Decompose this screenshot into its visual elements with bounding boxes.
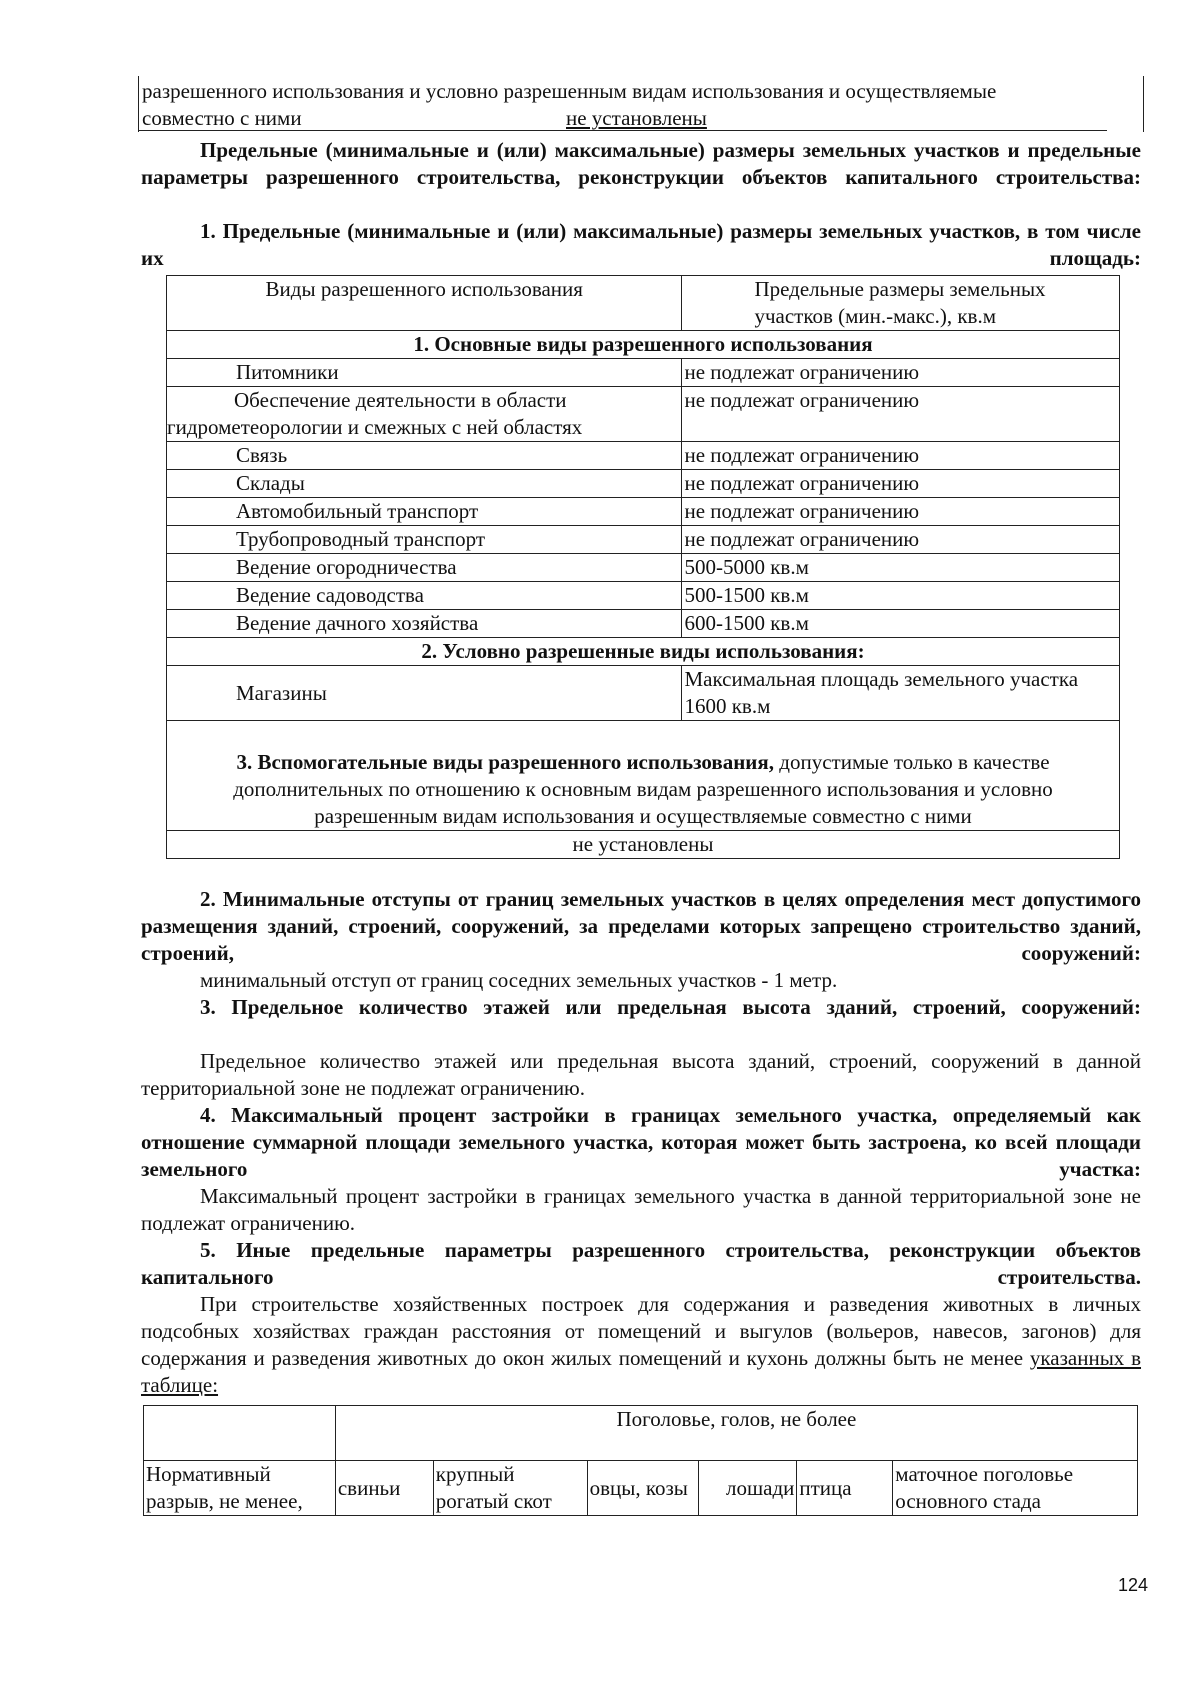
table2-col-sheep-goats: овцы, козы — [587, 1461, 699, 1516]
use-name: Связь — [167, 442, 682, 470]
table1-section2-row — [167, 638, 1120, 666]
limits-heading: Предельные (минимальные и (или) максимальные) размеры земельных участков и предельные параметры разрешенного строительства, реконструкции объектов капитального строительства: — [141, 138, 1141, 189]
table2-col-breeding-stock: маточное поголовье основного стада — [893, 1461, 1138, 1516]
table1-section3-value: не установлены — [167, 831, 1120, 859]
use-value: 500-1500 кв.м — [682, 582, 1120, 610]
use-value: не подлежат ограничению — [682, 442, 1120, 470]
table-row — [167, 582, 1120, 610]
use-name: Обеспечение деятельности в области гидрометеорологии и смежных с ней областях — [167, 387, 682, 442]
fragment-line-2 — [142, 105, 707, 132]
fragment-underline — [139, 130, 1107, 131]
table-row — [167, 526, 1120, 554]
use-name: Магазины — [167, 666, 682, 721]
use-value: 500-5000 кв.м — [682, 554, 1120, 582]
table1-col2-header: Предельные размеры земельных участков (мин.-макс.), кв.м — [682, 276, 1120, 331]
use-name: Автомобильный транспорт — [167, 498, 682, 526]
item2-text: минимальный отступ от границ соседних земельных участков - 1 метр. — [200, 968, 838, 992]
use-name: Склады — [167, 470, 682, 498]
table2-header-row — [144, 1406, 1138, 1461]
table1-section3-value-row — [167, 831, 1120, 859]
land-use-table — [166, 275, 1120, 859]
fragment-value: не установлены — [566, 106, 707, 130]
table-row — [167, 359, 1120, 387]
table1-section3-description: допустимые только в качестве дополнительных по отношению к основным видам разрешенного использования и условно разрешенным видам использования и осуществляемые совместно с ними — [233, 750, 1053, 828]
table2-columns-row — [144, 1461, 1138, 1516]
item5-text — [141, 1291, 1141, 1399]
item3-heading: 3. Предельное количество этажей или предельная высота зданий, строений, сооружений: — [200, 995, 1141, 1019]
use-value: не подлежат ограничению — [682, 470, 1120, 498]
table1-section3-row — [167, 721, 1120, 831]
table1-section3-title: 3. Вспомогательные виды разрешенного использования, — [236, 750, 775, 774]
table-row — [167, 442, 1120, 470]
table2-empty-cell — [144, 1406, 336, 1461]
use-value: не подлежат ограничению — [682, 387, 1120, 442]
item5-text-underlined: указанных в таблице: — [141, 1346, 1142, 1397]
animal-distance-table — [143, 1405, 1138, 1516]
table2-col-poultry: птица — [797, 1461, 893, 1516]
fragment-line-1: разрешенного использования и условно разрешенным видам использования и осуществляемые — [142, 79, 997, 103]
item2-heading: 2. Минимальные отступы от границ земельных участков в целях определения мест допустимого размещения зданий, строений, сооружений, за пределами которых запрещено строительство зданий, строений, сооружений: — [141, 887, 1141, 965]
use-name: Ведение дачного хозяйства — [167, 610, 682, 638]
item3-text: Предельное количество этажей или предельная высота зданий, строений, сооружений в данной территориальной зоне не подлежат ограничению. — [141, 1049, 1141, 1100]
table1-col1-header: Виды разрешенного использования — [167, 276, 682, 331]
use-name: Ведение огородничества — [167, 554, 682, 582]
use-value: Максимальная площадь земельного участка 1600 кв.м — [682, 666, 1120, 721]
fragment-line-2-text: совместно с ними — [142, 106, 302, 130]
table-row — [167, 387, 1120, 442]
use-value: не подлежат ограничению — [682, 359, 1120, 387]
table2-col-horses: лошади — [699, 1461, 797, 1516]
table-row — [167, 666, 1120, 721]
previous-table-fragment — [138, 76, 1144, 132]
table-row — [167, 498, 1120, 526]
table1-section1-row — [167, 331, 1120, 359]
use-value: 600-1500 кв.м — [682, 610, 1120, 638]
item1-heading: 1. Предельные (минимальные и (или) максимальные) размеры земельных участков, в том числе их площадь: — [141, 219, 1141, 270]
table2-row-label: Нормативный разрыв, не менее, — [144, 1461, 336, 1516]
item4-text: Максимальный процент застройки в границах земельного участка в данной территориальной зоне не подлежат ограничению. — [141, 1184, 1141, 1235]
page-number: 124 — [1118, 1575, 1149, 1595]
table2-col-pigs: свиньи — [335, 1461, 433, 1516]
item5-text-main: При строительстве хозяйственных построек для содержания и разведения животных в личных подсобных хозяйствах граждан расстояния от помещений и выгулов (вольеров, навесов, загонов) для содержания и разведения животных до окон жилых помещений и кухонь должны быть не менее — [141, 1292, 1141, 1370]
table-row — [167, 610, 1120, 638]
item4-heading: 4. Максимальный процент застройки в границах земельного участка, определяемый как отношение суммарной площади земельного участка, которая может быть застроена, ко всей площади земельного участка: — [141, 1103, 1141, 1181]
use-name: Ведение садоводства — [167, 582, 682, 610]
table2-group-header: Поголовье, голов, не более — [335, 1406, 1137, 1461]
table2-col-cattle: крупный рогатый скот — [433, 1461, 587, 1516]
item5-heading: 5. Иные предельные параметры разрешенного строительства, реконструкции объектов капитального строительства. — [141, 1238, 1141, 1289]
table-row — [167, 554, 1120, 582]
table1-section2-title: 2. Условно разрешенные виды использования: — [167, 638, 1120, 666]
table-row — [167, 470, 1120, 498]
table1-section1-title: 1. Основные виды разрешенного использования — [167, 331, 1120, 359]
use-value: не подлежат ограничению — [682, 498, 1120, 526]
use-value: не подлежат ограничению — [682, 526, 1120, 554]
use-name: Питомники — [167, 359, 682, 387]
table1-section3-cell — [167, 721, 1120, 831]
use-name: Трубопроводный транспорт — [167, 526, 682, 554]
table1-header-row — [167, 276, 1120, 331]
